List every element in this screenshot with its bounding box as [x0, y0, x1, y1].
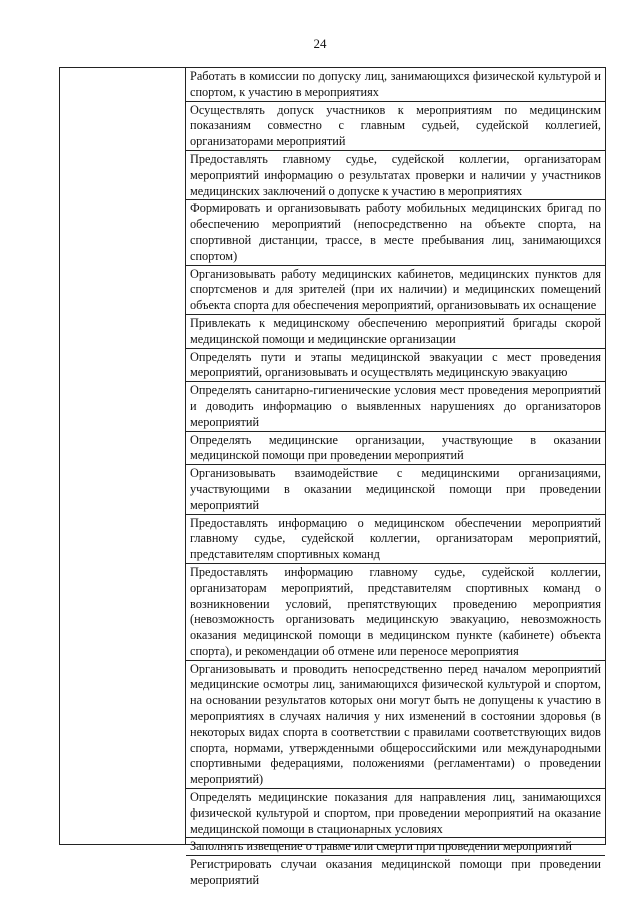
- table-left-column: [60, 68, 186, 844]
- page-number: 24: [313, 36, 327, 51]
- table-row: Формировать и организовывать работу мобильных медицинских бригад по обеспечению мероприятий (непосредственно на объекте спорта, на спортивной дистанции, трассе, в месте пребывания лиц, занимающихся спортом): [186, 200, 605, 265]
- table-row: Предоставлять информацию о медицинском обеспечении мероприятий главному судье, судейской коллегии, организаторам мероприятий, представителям спортивных команд: [186, 515, 605, 564]
- table-row: Определять пути и этапы медицинской эвакуации с мест проведения мероприятий, организовывать и осуществлять медицинскую эвакуацию: [186, 349, 605, 383]
- table-row: Определять медицинские организации, участвующие в оказании медицинской помощи при проведении мероприятий: [186, 432, 605, 466]
- functions-table: [59, 67, 606, 888]
- table-row: Определять медицинские показания для направления лиц, занимающихся физической культурой и спортом, при проведении мероприятий на оказание медицинской помощи в стационарных условиях: [186, 789, 605, 838]
- table-row: Организовывать взаимодействие с медицинскими организациями, участвующими в оказании медицинской помощи при проведении мероприятий: [186, 465, 605, 514]
- table-row: Осуществлять допуск участников к мероприятиям по медицинским показаниям совместно с главным судьей, судейской коллегией, организаторами мероприятий: [186, 102, 605, 151]
- table-row: Предоставлять главному судье, судейской коллегии, организаторам мероприятий информацию о результатах проверки и наличии у участников медицинских заключений о допуске к участию в мероприятиях: [186, 151, 605, 200]
- table-right-column: [186, 68, 605, 888]
- table-row: Организовывать и проводить непосредственно перед началом мероприятий медицинские осмотры лиц, занимающихся физической культурой и спортом, на основании результатов которых они могут быть не допущены к участию в мероприятиях в случаях наличия у них изменений в состоянии здоровья (в некоторых видах спорта в соответствии с правилами соответствующих видов спорта, нормами, утвержденными общероссийскими или международными спортивными федерациями, положениями (регламентами) о проведении мероприятий): [186, 661, 605, 789]
- table-row: Предоставлять информацию главному судье, судейской коллегии, организаторам мероприятий, представителям спортивных команд о возникновении условий, препятствующих проведению мероприятия (невозможность организовать медицинскую эвакуацию, невозможность оказания медицинской помощи в медицинском пункте (кабинете) объекта спорта), и рекомендации об отмене или переносе мероприятия: [186, 564, 605, 661]
- table-row: Заполнять извещение о травме или смерти при проведении мероприятий: [186, 838, 605, 856]
- table-row: Привлекать к медицинскому обеспечению мероприятий бригады скорой медицинской помощи и медицинские организации: [186, 315, 605, 349]
- table-row: Определять санитарно-гигиенические условия мест проведения мероприятий и доводить информацию о выявленных нарушениях до организаторов мероприятий: [186, 382, 605, 431]
- table-row: Работать в комиссии по допуску лиц, занимающихся физической культурой и спортом, к участию в мероприятиях: [186, 68, 605, 102]
- table-row: Организовывать работу медицинских кабинетов, медицинских пунктов для спортсменов и для зрителей (при их наличии) и медицинских помещений объекта спорта для обеспечения мероприятий, организовывать их оснащение: [186, 266, 605, 315]
- table-row: Регистрировать случаи оказания медицинской помощи при проведении мероприятий: [190, 857, 601, 888]
